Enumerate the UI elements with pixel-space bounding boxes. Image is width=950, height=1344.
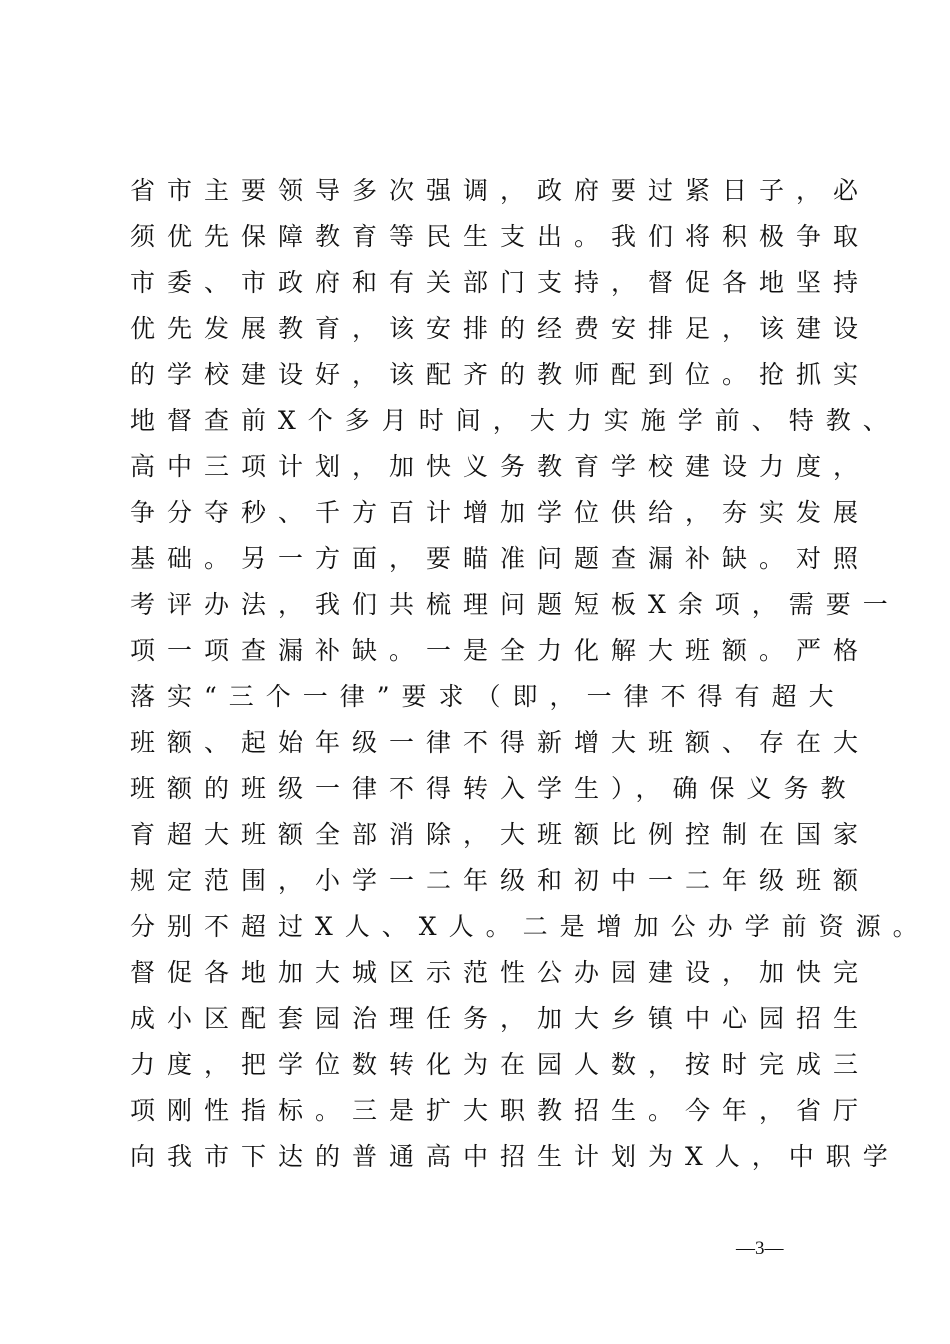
page-number: —3— (736, 1238, 784, 1259)
text-line: 省市主要领导多次强调，政府要过紧日子，必 (130, 176, 871, 205)
text-line: 班额的班级一律不得转入学生），确保义务教 (130, 774, 858, 803)
text-line: 争分夺秒、千方百计增加学位供给，夯实发展 (130, 498, 871, 527)
text-line: 落实“三个一律”要求（即，一律不得有超大 (130, 682, 846, 711)
text-line: 规定范围，小学一二年级和初中一二年级班额 (130, 866, 871, 895)
text-line: 高中三项计划，加快义务教育学校建设力度， (130, 452, 871, 481)
text-line: 班额、起始年级一律不得新增大班额、存在大 (130, 728, 871, 757)
body-text (130, 168, 930, 1180)
text-line: 市委、市政府和有关部门支持，督促各地坚持 (130, 268, 871, 297)
text-line: 育超大班额全部消除，大班额比例控制在国家 (130, 820, 871, 849)
text-line: 力度，把学位数转化为在园人数，按时完成三 (130, 1050, 871, 1079)
text-line: 项一项查漏补缺。一是全力化解大班额。严格 (130, 636, 871, 665)
text-line: 向我市下达的普通高中招生计划为X人，中职学 (130, 1142, 900, 1171)
text-line: 地督查前X个多月时间，大力实施学前、特教、 (130, 406, 900, 435)
text-line: 基础。另一方面，要瞄准问题查漏补缺。对照 (130, 544, 871, 573)
text-line: 优先发展教育，该安排的经费安排足，该建设 (130, 314, 871, 343)
text-line: 督促各地加大城区示范性公办园建设，加快完 (130, 958, 871, 987)
text-line: 的学校建设好，该配齐的教师配到位。抢抓实 (130, 360, 871, 389)
text-line: 成小区配套园治理任务，加大乡镇中心园招生 (130, 1004, 871, 1033)
text-line: 分别不超过X人、X人。二是增加公办学前资源。 (130, 912, 930, 941)
text-line: 须优先保障教育等民生支出。我们将积极争取 (130, 222, 871, 251)
text-line: 项刚性指标。三是扩大职教招生。今年，省厅 (130, 1096, 871, 1125)
text-line: 考评办法，我们共梳理问题短板X余项，需要一 (130, 590, 900, 619)
